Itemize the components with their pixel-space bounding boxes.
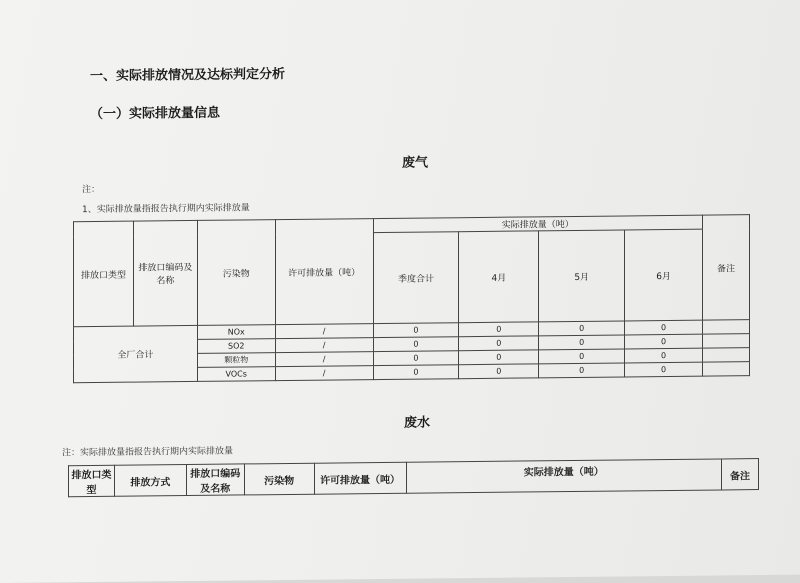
quarter-cell: 0 bbox=[373, 351, 459, 366]
quarter-cell: 0 bbox=[373, 337, 459, 352]
may-cell: 0 bbox=[539, 321, 625, 336]
remark-cell bbox=[703, 334, 750, 348]
pollutant-cell: SO2 bbox=[197, 339, 275, 354]
col-actual: 实际排放量（吨） bbox=[373, 215, 702, 232]
col-permitted: 许可排放量（吨） bbox=[275, 219, 373, 325]
col-outlet-type: 排放口类型 bbox=[74, 221, 134, 327]
permitted-cell: / bbox=[275, 352, 373, 367]
may-cell: 0 bbox=[539, 363, 625, 378]
col-remark: 备注 bbox=[703, 215, 750, 320]
col-permitted: 许可排放量（吨） bbox=[314, 462, 406, 494]
col-pollutant: 污染物 bbox=[244, 463, 314, 495]
june-cell: 0 bbox=[625, 334, 703, 349]
quarter-cell: 0 bbox=[373, 365, 459, 380]
april-cell: 0 bbox=[459, 322, 539, 337]
water-title: 废水 bbox=[404, 415, 431, 431]
may-cell: 0 bbox=[539, 335, 625, 350]
may-cell: 0 bbox=[539, 349, 625, 364]
april-cell: 0 bbox=[459, 336, 539, 351]
air-title: 废气 bbox=[402, 155, 429, 171]
col-outlet-code: 排放口编码及名称 bbox=[133, 220, 197, 326]
air-note-label: 注： bbox=[82, 184, 101, 196]
col-june: 6月 bbox=[625, 229, 703, 321]
pollutant-cell: NOx bbox=[197, 325, 275, 340]
section-heading: 一、实际排放情况及达标判定分析 bbox=[90, 67, 286, 85]
col-remark: 备注 bbox=[722, 459, 759, 490]
quarter-cell: 0 bbox=[373, 323, 459, 338]
permitted-cell: / bbox=[275, 338, 373, 353]
permitted-cell: / bbox=[275, 324, 373, 339]
col-april: 4月 bbox=[459, 231, 539, 323]
col-method: 排放方式 bbox=[114, 465, 186, 497]
june-cell: 0 bbox=[625, 320, 703, 335]
water-note: 注：实际排放量指报告执行期内实际排放量 bbox=[62, 446, 234, 459]
water-emission-table bbox=[68, 458, 759, 497]
col-quarter-total: 季度合计 bbox=[373, 232, 459, 324]
col-outlet-type: 排放口类型 bbox=[69, 465, 115, 496]
air-note-text: 1、实际排放量指报告执行期内实际排放量 bbox=[82, 203, 250, 216]
pollutant-cell: 颗粒物 bbox=[197, 353, 275, 368]
remark-cell bbox=[703, 348, 750, 362]
air-emission-table bbox=[73, 214, 750, 383]
col-actual: 实际排放量（吨） bbox=[406, 459, 722, 493]
water-header-row bbox=[69, 459, 759, 497]
sub-heading: （一）实际排放量信息 bbox=[90, 105, 221, 123]
group-label: 全厂合计 bbox=[74, 325, 198, 382]
june-cell: 0 bbox=[625, 348, 703, 363]
col-pollutant: 污染物 bbox=[197, 220, 275, 326]
april-cell: 0 bbox=[459, 364, 539, 379]
june-cell: 0 bbox=[625, 362, 703, 377]
pollutant-cell: VOCs bbox=[197, 367, 275, 382]
col-may: 5月 bbox=[539, 230, 625, 322]
remark-cell bbox=[703, 362, 750, 376]
permitted-cell: / bbox=[275, 366, 373, 381]
col-outlet-code: 排放口编码及名称 bbox=[186, 464, 244, 496]
remark-cell bbox=[703, 320, 750, 334]
april-cell: 0 bbox=[459, 350, 539, 365]
